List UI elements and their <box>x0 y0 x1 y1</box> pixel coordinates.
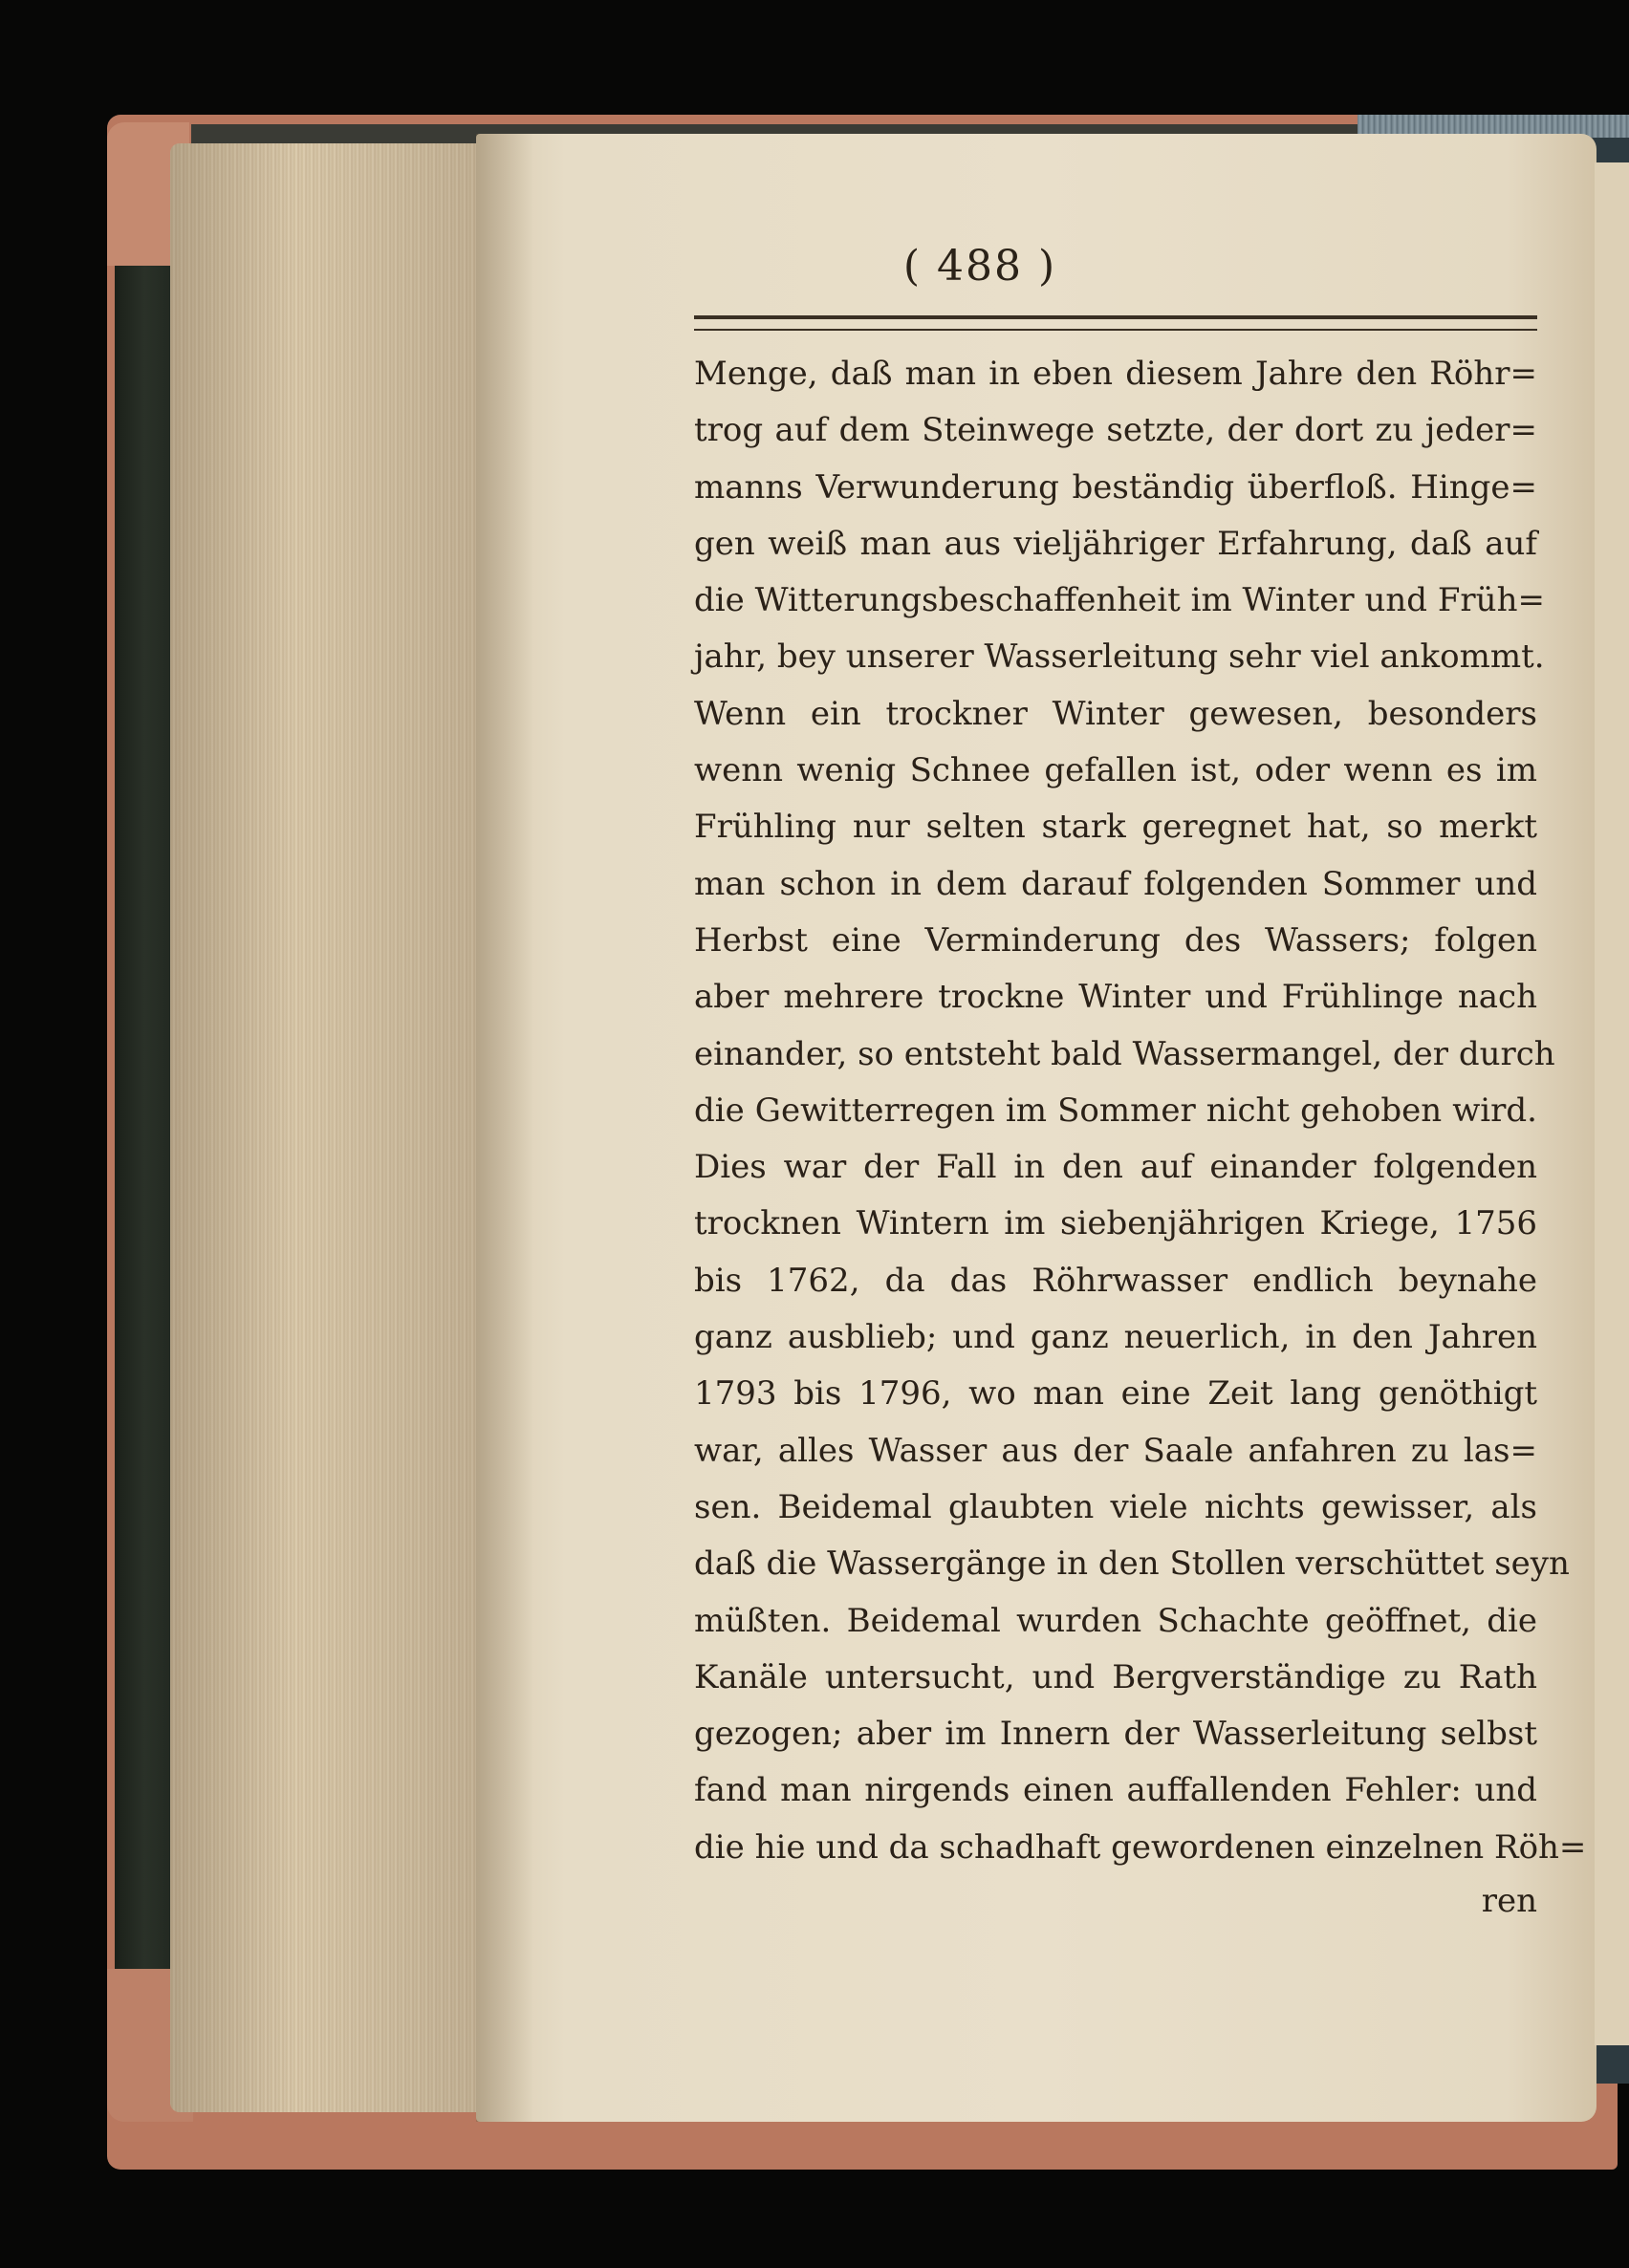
text-line: sen. Beidemal glaubten viele nichts gewisser, als <box>694 1487 1537 1526</box>
text-line: trog auf dem Steinwege setzte, der dort zu jeder= <box>694 411 1537 450</box>
text-line: ganz ausblieb; und ganz neuerlich, in den Jahren <box>694 1318 1537 1357</box>
text-line: Herbst eine Verminderung des Wassers; folgen <box>694 920 1537 960</box>
text-line: 1793 bis 1796, wo man eine Zeit lang genöthigt <box>694 1374 1537 1414</box>
page-gutter-shadow <box>476 134 533 2122</box>
text-line: die Witterungsbeschaffenheit im Winter und Früh= <box>694 581 1545 620</box>
text-line: Menge, daß man in eben diesem Jahre den Röhr= <box>694 355 1537 393</box>
text-line: einander, so entsteht bald Wassermangel, der durch <box>694 1034 1555 1073</box>
text-line: die hie und da schadhaft gewordenen einzelnen Röh= <box>694 1827 1587 1867</box>
text-line: wenn wenig Schnee gefallen ist, oder wenn es im <box>694 751 1537 790</box>
text-line: Wenn ein trockner Winter gewesen, besonders <box>694 694 1537 733</box>
text-line: fand man nirgends einen auffallenden Fehler: und <box>694 1771 1537 1810</box>
page-block-shade <box>170 143 486 2112</box>
text-line: Frühling nur selten stark geregnet hat, so merkt <box>694 808 1537 847</box>
text-line: daß die Wassergänge in den Stollen verschüttet seyn <box>694 1544 1570 1584</box>
text-line: manns Verwunderung beständig überfloß. Hinge= <box>694 467 1537 507</box>
header-rule <box>694 315 1537 331</box>
text-line: müßten. Beidemal wurden Schachte geöffnet, die <box>694 1601 1537 1640</box>
text-line: Kanäle untersucht, und Bergverständige zu Rath <box>694 1657 1537 1696</box>
facing-page-sliver <box>1595 162 1629 2045</box>
text-line: Dies war der Fall in den auf einander folgenden <box>694 1148 1537 1187</box>
text-line: gezogen; aber im Innern der Wasserleitung selbst <box>694 1715 1537 1754</box>
text-line: trocknen Wintern im siebenjährigen Kriege, 1756 <box>694 1204 1537 1243</box>
catchword: ren <box>1481 1882 1537 1920</box>
page-header: ( 488 ) <box>902 242 1057 291</box>
text-line: jahr, bey unserer Wasserleitung sehr viel ankommt. <box>694 637 1545 677</box>
text-line: man schon in dem darauf folgenden Sommer und <box>694 864 1537 903</box>
text-line: aber mehrere trockne Winter und Frühlinge nach <box>694 978 1537 1017</box>
body-text <box>694 346 1587 1876</box>
text-line: bis 1762, da das Röhrwasser endlich beynahe <box>694 1261 1537 1300</box>
text-line: gen weiß man aus vieljähriger Erfahrung, daß auf <box>694 524 1537 563</box>
text-line: die Gewitterregen im Sommer nicht gehoben wird. <box>694 1091 1537 1130</box>
text-line: war, alles Wasser aus der Saale anfahren zu las= <box>694 1431 1537 1470</box>
